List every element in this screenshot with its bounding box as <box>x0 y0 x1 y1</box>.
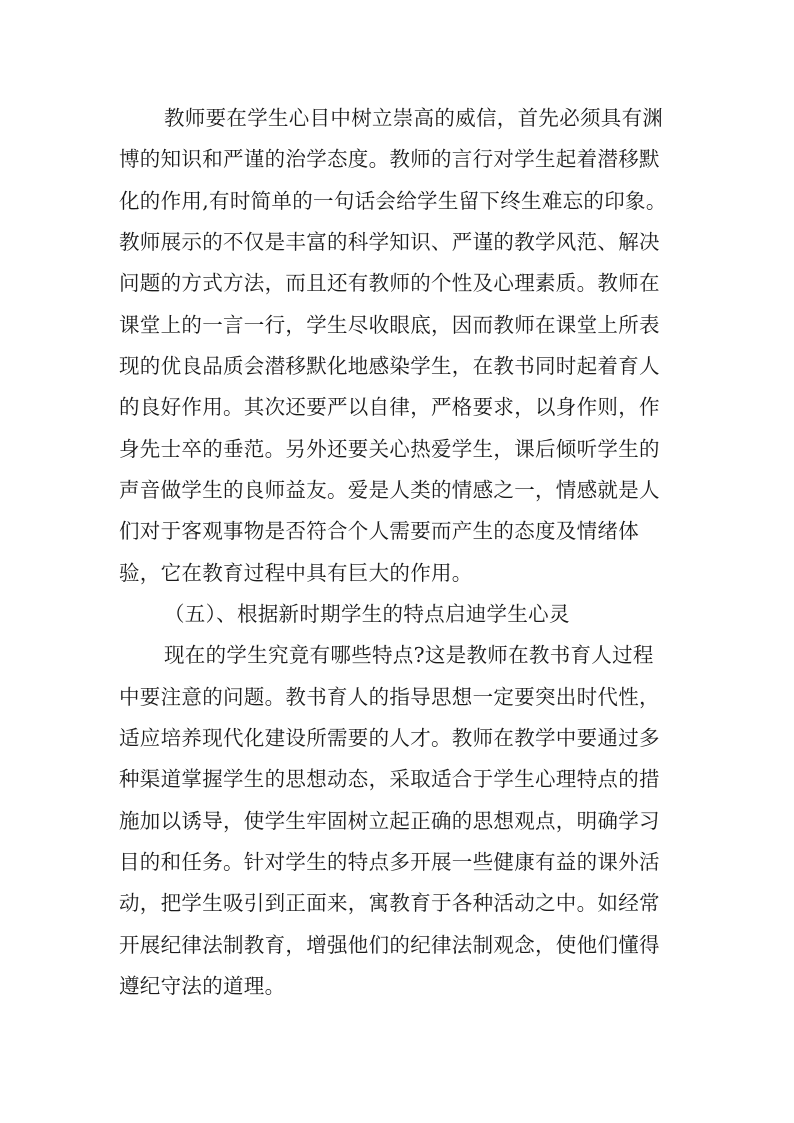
paragraph-line: 博的知识和严谨的治学态度。教师的言行对学生起着潜移默 <box>119 147 660 171</box>
paragraph-line: 开展纪律法制教育，增强他们的纪律法制观念，使他们懂得 <box>119 933 660 957</box>
paragraph-line: 遵纪守法的道理。 <box>119 974 286 998</box>
paragraph-line: 验，它在教育过程中具有巨大的作用。 <box>119 561 473 585</box>
paragraph-line: 目的和任务。针对学生的特点多开展一些健康有益的课外活 <box>119 850 660 874</box>
section-heading: （五）、根据新时期学生的特点启迪学生心灵 <box>164 602 570 626</box>
paragraph-line: 化的作用,有时简单的一句话会给学生留下终生难忘的印象。 <box>119 189 667 213</box>
paragraph-line: 教师要在学生心目中树立崇高的威信，首先必须具有渊 <box>164 106 664 130</box>
paragraph-line: 身先士卒的垂范。另外还要关心热爱学生，课后倾听学生的 <box>119 437 660 461</box>
paragraph-line: 们对于客观事物是否符合个人需要而产生的态度及情绪体 <box>119 519 639 543</box>
paragraph-line: 教师展示的不仅是丰富的科学知识、严谨的教学风范、解决 <box>119 230 660 254</box>
paragraph-line: 施加以诱导，使学生牢固树立起正确的思想观点，明确学习 <box>119 809 660 833</box>
paragraph-line: 动，把学生吸引到正面来，寓教育于各种活动之中。如经常 <box>119 891 660 915</box>
paragraph-line: 种渠道掌握学生的思想动态，采取适合于学生心理特点的措 <box>119 767 660 791</box>
paragraph-line: 问题的方式方法，而且还有教师的个性及心理素质。教师在 <box>119 271 660 295</box>
paragraph-line: 适应培养现代化建设所需要的人才。教师在教学中要通过多 <box>119 726 660 750</box>
paragraph-line: 课堂上的一言一行，学生尽收眼底，因而教师在课堂上所表 <box>119 313 660 337</box>
paragraph-line: 声音做学生的良师益友。爱是人类的情感之一，情感就是人 <box>119 478 660 502</box>
paragraph-line: 现在的学生究竟有哪些特点?这是教师在教书育人过程 <box>164 643 654 667</box>
paragraph-line: 中要注意的问题。教书育人的指导思想一定要突出时代性， <box>119 685 660 709</box>
paragraph-line: 现的优良品质会潜移默化地感染学生，在教书同时起着育人 <box>119 354 660 378</box>
paragraph-line: 的良好作用。其次还要严以自律，严格要求，以身作则，作 <box>119 395 660 419</box>
